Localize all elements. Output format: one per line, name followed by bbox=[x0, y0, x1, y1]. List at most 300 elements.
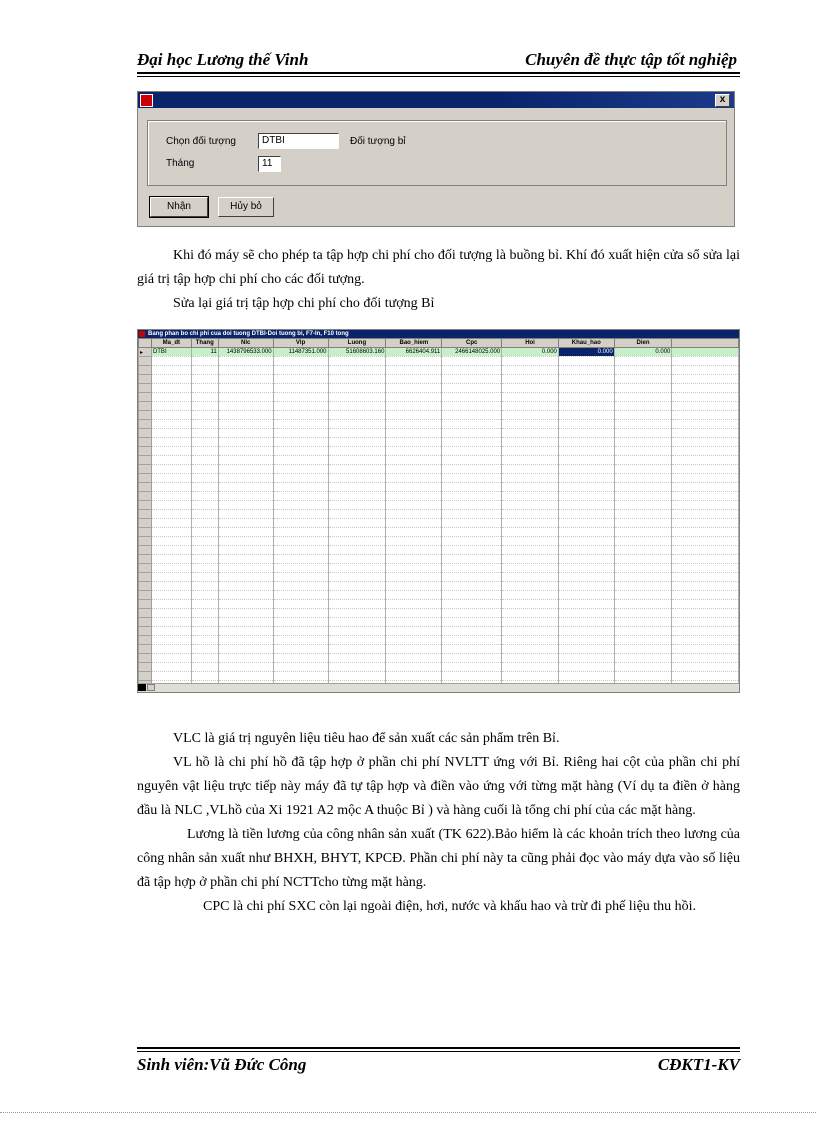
grid-cell[interactable] bbox=[273, 537, 328, 546]
grid-cell[interactable] bbox=[386, 429, 442, 438]
horizontal-scrollbar[interactable] bbox=[138, 683, 739, 692]
grid-cell[interactable] bbox=[386, 609, 442, 618]
grid-cell[interactable] bbox=[151, 357, 191, 366]
grid-cell[interactable] bbox=[386, 528, 442, 537]
grid-cell[interactable] bbox=[328, 654, 386, 663]
grid-cell[interactable] bbox=[502, 645, 559, 654]
grid-cell[interactable] bbox=[614, 402, 672, 411]
grid-cell[interactable] bbox=[558, 528, 614, 537]
grid-cell[interactable] bbox=[218, 501, 273, 510]
cell-bao-hiem[interactable]: 6626404.911 bbox=[386, 348, 442, 357]
grid-cell[interactable] bbox=[151, 402, 191, 411]
grid-cell[interactable] bbox=[558, 501, 614, 510]
grid-cell[interactable] bbox=[442, 501, 502, 510]
grid-cell[interactable] bbox=[502, 609, 559, 618]
grid-cell[interactable] bbox=[442, 573, 502, 582]
grid-cell[interactable] bbox=[218, 609, 273, 618]
grid-cell[interactable] bbox=[191, 366, 218, 375]
grid-cell[interactable] bbox=[151, 375, 191, 384]
grid-cell[interactable] bbox=[328, 528, 386, 537]
grid-cell[interactable] bbox=[672, 366, 739, 375]
grid-cell[interactable] bbox=[273, 366, 328, 375]
grid-cell[interactable] bbox=[614, 654, 672, 663]
grid-cell[interactable] bbox=[191, 375, 218, 384]
grid-cell[interactable] bbox=[672, 519, 739, 528]
grid-cell[interactable] bbox=[558, 366, 614, 375]
grid-cell[interactable] bbox=[502, 375, 559, 384]
grid-cell[interactable] bbox=[558, 420, 614, 429]
grid-cell[interactable] bbox=[273, 411, 328, 420]
grid-cell[interactable] bbox=[672, 654, 739, 663]
grid-cell[interactable] bbox=[151, 573, 191, 582]
grid-cell[interactable] bbox=[614, 384, 672, 393]
grid-cell[interactable] bbox=[191, 537, 218, 546]
grid-cell[interactable] bbox=[502, 573, 559, 582]
grid-cell[interactable] bbox=[328, 510, 386, 519]
grid-cell[interactable] bbox=[191, 564, 218, 573]
table-row[interactable] bbox=[139, 546, 739, 555]
table-row[interactable] bbox=[139, 537, 739, 546]
grid-cell[interactable] bbox=[558, 375, 614, 384]
grid-cell[interactable] bbox=[273, 474, 328, 483]
grid-cell[interactable] bbox=[442, 555, 502, 564]
table-row[interactable] bbox=[139, 375, 739, 384]
grid-cell[interactable] bbox=[558, 582, 614, 591]
grid-cell[interactable] bbox=[672, 555, 739, 564]
grid-cell[interactable] bbox=[672, 627, 739, 636]
grid-cell[interactable] bbox=[328, 357, 386, 366]
grid-cell[interactable] bbox=[386, 600, 442, 609]
grid-cell[interactable] bbox=[273, 564, 328, 573]
grid-cell[interactable] bbox=[672, 375, 739, 384]
grid-cell[interactable] bbox=[191, 447, 218, 456]
grid-cell[interactable] bbox=[502, 672, 559, 681]
grid-cell[interactable] bbox=[151, 663, 191, 672]
grid-cell[interactable] bbox=[502, 492, 559, 501]
grid-cell[interactable] bbox=[672, 672, 739, 681]
grid-cell[interactable] bbox=[558, 492, 614, 501]
grid-cell[interactable] bbox=[218, 465, 273, 474]
grid-cell[interactable] bbox=[502, 438, 559, 447]
grid-cell[interactable] bbox=[672, 636, 739, 645]
cell-thang[interactable]: 11 bbox=[191, 348, 218, 357]
grid-cell[interactable] bbox=[386, 420, 442, 429]
table-row[interactable] bbox=[139, 411, 739, 420]
table-row[interactable] bbox=[139, 618, 739, 627]
grid-cell[interactable] bbox=[672, 465, 739, 474]
table-row[interactable] bbox=[139, 645, 739, 654]
grid-cell[interactable] bbox=[558, 465, 614, 474]
table-row[interactable] bbox=[139, 609, 739, 618]
grid-cell[interactable] bbox=[614, 375, 672, 384]
grid-cell[interactable] bbox=[386, 483, 442, 492]
table-row[interactable] bbox=[139, 501, 739, 510]
grid-cell[interactable] bbox=[442, 474, 502, 483]
table-row[interactable] bbox=[139, 573, 739, 582]
grid-cell[interactable] bbox=[386, 627, 442, 636]
grid-cell[interactable] bbox=[672, 528, 739, 537]
grid-cell[interactable] bbox=[558, 447, 614, 456]
grid-cell[interactable] bbox=[614, 465, 672, 474]
grid-cell[interactable] bbox=[218, 447, 273, 456]
grid-cell[interactable] bbox=[502, 402, 559, 411]
grid-cell[interactable] bbox=[386, 555, 442, 564]
grid-cell[interactable] bbox=[218, 492, 273, 501]
grid-cell[interactable] bbox=[328, 411, 386, 420]
grid-cell[interactable] bbox=[386, 402, 442, 411]
grid-cell[interactable] bbox=[558, 564, 614, 573]
grid-cell[interactable] bbox=[218, 618, 273, 627]
grid-cell[interactable] bbox=[218, 555, 273, 564]
grid-cell[interactable] bbox=[328, 438, 386, 447]
grid-cell[interactable] bbox=[218, 645, 273, 654]
grid-cell[interactable] bbox=[672, 546, 739, 555]
grid-cell[interactable] bbox=[442, 663, 502, 672]
grid-cell[interactable] bbox=[386, 492, 442, 501]
col-khau-hao[interactable]: Khau_hao bbox=[558, 339, 614, 348]
table-row[interactable] bbox=[139, 348, 739, 357]
grid-cell[interactable] bbox=[273, 654, 328, 663]
table-row[interactable] bbox=[139, 456, 739, 465]
grid-cell[interactable] bbox=[218, 519, 273, 528]
grid-cell[interactable] bbox=[442, 357, 502, 366]
grid-cell[interactable] bbox=[386, 519, 442, 528]
grid-cell[interactable] bbox=[386, 537, 442, 546]
grid-cell[interactable] bbox=[191, 654, 218, 663]
col-ma-dt[interactable]: Ma_dt bbox=[151, 339, 191, 348]
table-row[interactable] bbox=[139, 483, 739, 492]
grid-cell[interactable] bbox=[442, 402, 502, 411]
grid-cell[interactable] bbox=[442, 582, 502, 591]
grid-cell[interactable] bbox=[191, 483, 218, 492]
grid-cell[interactable] bbox=[218, 456, 273, 465]
grid-cell[interactable] bbox=[273, 393, 328, 402]
grid-cell[interactable] bbox=[328, 564, 386, 573]
grid-cell[interactable] bbox=[328, 591, 386, 600]
grid-cell[interactable] bbox=[191, 627, 218, 636]
grid-cell[interactable] bbox=[386, 474, 442, 483]
grid-cell[interactable] bbox=[151, 555, 191, 564]
grid-cell[interactable] bbox=[558, 600, 614, 609]
table-row[interactable] bbox=[139, 591, 739, 600]
cell-luong[interactable]: 51608603.160 bbox=[328, 348, 386, 357]
cell-ma-dt[interactable]: DTBI bbox=[151, 348, 191, 357]
grid-cell[interactable] bbox=[191, 492, 218, 501]
grid-cell[interactable] bbox=[273, 555, 328, 564]
grid-cell[interactable] bbox=[558, 357, 614, 366]
grid-cell[interactable] bbox=[328, 672, 386, 681]
grid-cell[interactable] bbox=[191, 411, 218, 420]
grid-cell[interactable] bbox=[386, 636, 442, 645]
grid-cell[interactable] bbox=[386, 582, 442, 591]
table-row[interactable] bbox=[139, 402, 739, 411]
grid-cell[interactable] bbox=[386, 510, 442, 519]
grid-cell[interactable] bbox=[191, 600, 218, 609]
grid-cell[interactable] bbox=[328, 663, 386, 672]
grid-cell[interactable] bbox=[273, 636, 328, 645]
grid-cell[interactable] bbox=[386, 357, 442, 366]
grid-cell[interactable] bbox=[328, 402, 386, 411]
table-row[interactable] bbox=[139, 492, 739, 501]
grid-cell[interactable] bbox=[614, 573, 672, 582]
table-row[interactable] bbox=[139, 519, 739, 528]
grid-cell[interactable] bbox=[151, 447, 191, 456]
grid-cell[interactable] bbox=[442, 456, 502, 465]
grid-cell[interactable] bbox=[614, 393, 672, 402]
grid-cell[interactable] bbox=[442, 591, 502, 600]
grid-cell[interactable] bbox=[191, 456, 218, 465]
grid-cell[interactable] bbox=[218, 375, 273, 384]
grid-cell[interactable] bbox=[442, 654, 502, 663]
grid-cell[interactable] bbox=[273, 402, 328, 411]
grid-cell[interactable] bbox=[151, 600, 191, 609]
grid-cell[interactable] bbox=[672, 618, 739, 627]
grid-cell[interactable] bbox=[151, 393, 191, 402]
table-row[interactable] bbox=[139, 384, 739, 393]
grid-cell[interactable] bbox=[502, 456, 559, 465]
grid-cell[interactable] bbox=[218, 600, 273, 609]
grid-cell[interactable] bbox=[558, 654, 614, 663]
grid-cell[interactable] bbox=[218, 564, 273, 573]
grid-cell[interactable] bbox=[614, 456, 672, 465]
grid-cell[interactable] bbox=[502, 420, 559, 429]
close-button[interactable]: x bbox=[715, 94, 730, 107]
grid-cell[interactable] bbox=[218, 672, 273, 681]
grid-cell[interactable] bbox=[672, 411, 739, 420]
grid-cell[interactable] bbox=[218, 393, 273, 402]
grid-cell[interactable] bbox=[386, 654, 442, 663]
grid-cell[interactable] bbox=[502, 618, 559, 627]
grid-cell[interactable] bbox=[218, 591, 273, 600]
grid-cell[interactable] bbox=[273, 465, 328, 474]
grid-cell[interactable] bbox=[151, 438, 191, 447]
grid-cell[interactable] bbox=[151, 420, 191, 429]
grid-cell[interactable] bbox=[273, 528, 328, 537]
table-row[interactable] bbox=[139, 366, 739, 375]
grid-cell[interactable] bbox=[218, 411, 273, 420]
grid-cell[interactable] bbox=[328, 465, 386, 474]
grid-cell[interactable] bbox=[386, 645, 442, 654]
object-input[interactable]: DTBI bbox=[258, 133, 339, 149]
grid-cell[interactable] bbox=[273, 510, 328, 519]
grid-cell[interactable] bbox=[614, 411, 672, 420]
grid-cell[interactable] bbox=[218, 357, 273, 366]
grid-cell[interactable] bbox=[273, 492, 328, 501]
grid-cell[interactable] bbox=[558, 438, 614, 447]
grid-cell[interactable] bbox=[151, 564, 191, 573]
col-hoi[interactable]: Hoi bbox=[502, 339, 559, 348]
grid-cell[interactable] bbox=[218, 510, 273, 519]
grid-cell[interactable] bbox=[151, 546, 191, 555]
grid-cell[interactable] bbox=[191, 519, 218, 528]
grid-cell[interactable] bbox=[614, 519, 672, 528]
grid-cell[interactable] bbox=[386, 573, 442, 582]
grid-cell[interactable] bbox=[614, 663, 672, 672]
grid-cell[interactable] bbox=[218, 384, 273, 393]
col-bao-hiem[interactable]: Bao_hiem bbox=[386, 339, 442, 348]
table-row[interactable] bbox=[139, 438, 739, 447]
grid-cell[interactable] bbox=[442, 528, 502, 537]
grid-cell[interactable] bbox=[614, 438, 672, 447]
grid-cell[interactable] bbox=[273, 591, 328, 600]
grid-cell[interactable] bbox=[273, 429, 328, 438]
grid-cell[interactable] bbox=[502, 429, 559, 438]
grid-cell[interactable] bbox=[672, 357, 739, 366]
cell-vlp[interactable]: 11487351.000 bbox=[273, 348, 328, 357]
grid-cell[interactable] bbox=[672, 591, 739, 600]
grid-cell[interactable] bbox=[442, 375, 502, 384]
table-row[interactable] bbox=[139, 447, 739, 456]
grid-cell[interactable] bbox=[328, 519, 386, 528]
grid-cell[interactable] bbox=[328, 600, 386, 609]
grid-cell[interactable] bbox=[273, 600, 328, 609]
grid-cell[interactable] bbox=[328, 627, 386, 636]
grid-cell[interactable] bbox=[191, 420, 218, 429]
grid-cell[interactable] bbox=[218, 474, 273, 483]
table-row[interactable] bbox=[139, 474, 739, 483]
grid-cell[interactable] bbox=[442, 492, 502, 501]
grid-cell[interactable] bbox=[191, 546, 218, 555]
grid-cell[interactable] bbox=[442, 510, 502, 519]
grid-cell[interactable] bbox=[218, 636, 273, 645]
grid-cell[interactable] bbox=[386, 591, 442, 600]
grid-cell[interactable] bbox=[151, 519, 191, 528]
grid-cell[interactable] bbox=[273, 438, 328, 447]
grid-cell[interactable] bbox=[558, 411, 614, 420]
grid-cell[interactable] bbox=[558, 474, 614, 483]
scroll-left-icon[interactable] bbox=[138, 684, 146, 691]
grid-cell[interactable] bbox=[191, 663, 218, 672]
grid-cell[interactable] bbox=[558, 555, 614, 564]
grid-cell[interactable] bbox=[502, 537, 559, 546]
grid-cell[interactable] bbox=[151, 429, 191, 438]
grid-cell[interactable] bbox=[502, 465, 559, 474]
grid-cell[interactable] bbox=[672, 420, 739, 429]
table-row[interactable] bbox=[139, 582, 739, 591]
grid-cell[interactable] bbox=[614, 357, 672, 366]
grid-cell[interactable] bbox=[218, 420, 273, 429]
grid-cell[interactable] bbox=[442, 429, 502, 438]
grid-cell[interactable] bbox=[328, 582, 386, 591]
grid-cell[interactable] bbox=[328, 492, 386, 501]
grid-cell[interactable] bbox=[614, 483, 672, 492]
grid-cell[interactable] bbox=[614, 672, 672, 681]
grid-cell[interactable] bbox=[614, 582, 672, 591]
col-nlc[interactable]: Nlc bbox=[218, 339, 273, 348]
grid-cell[interactable] bbox=[558, 636, 614, 645]
month-input[interactable]: 11 bbox=[258, 156, 281, 172]
table-row[interactable] bbox=[139, 654, 739, 663]
grid-cell[interactable] bbox=[672, 501, 739, 510]
ok-button[interactable]: Nhận bbox=[150, 197, 208, 217]
grid-cell[interactable] bbox=[558, 573, 614, 582]
grid-cell[interactable] bbox=[151, 366, 191, 375]
cell-nlc[interactable]: 1438796533.000 bbox=[218, 348, 273, 357]
grid-cell[interactable] bbox=[151, 654, 191, 663]
grid-cell[interactable] bbox=[218, 483, 273, 492]
grid-cell[interactable] bbox=[502, 411, 559, 420]
grid-cell[interactable] bbox=[273, 618, 328, 627]
grid-cell[interactable] bbox=[442, 366, 502, 375]
grid-cell[interactable] bbox=[614, 474, 672, 483]
table-row[interactable] bbox=[139, 672, 739, 681]
grid-cell[interactable] bbox=[672, 600, 739, 609]
grid-cell[interactable] bbox=[614, 609, 672, 618]
grid-cell[interactable] bbox=[502, 555, 559, 564]
grid-cell[interactable] bbox=[672, 429, 739, 438]
grid-cell[interactable] bbox=[614, 510, 672, 519]
grid-cell[interactable] bbox=[218, 627, 273, 636]
grid-cell[interactable] bbox=[218, 582, 273, 591]
grid-cell[interactable] bbox=[151, 591, 191, 600]
grid-cell[interactable] bbox=[151, 411, 191, 420]
grid-cell[interactable] bbox=[442, 447, 502, 456]
grid-cell[interactable] bbox=[614, 429, 672, 438]
grid-cell[interactable] bbox=[328, 420, 386, 429]
cell-khau-hao[interactable]: 0.000 bbox=[558, 348, 614, 357]
grid-cell[interactable] bbox=[558, 537, 614, 546]
grid-cell[interactable] bbox=[191, 672, 218, 681]
grid-cell[interactable] bbox=[442, 393, 502, 402]
grid-cell[interactable] bbox=[273, 663, 328, 672]
grid-cell[interactable] bbox=[386, 438, 442, 447]
grid-cell[interactable] bbox=[614, 591, 672, 600]
grid-cell[interactable] bbox=[328, 501, 386, 510]
grid-cell[interactable] bbox=[614, 555, 672, 564]
grid-cell[interactable] bbox=[442, 672, 502, 681]
grid-cell[interactable] bbox=[151, 672, 191, 681]
grid-cell[interactable] bbox=[442, 600, 502, 609]
grid-cell[interactable] bbox=[151, 636, 191, 645]
grid-cell[interactable] bbox=[672, 483, 739, 492]
grid-cell[interactable] bbox=[502, 546, 559, 555]
grid-cell[interactable] bbox=[191, 402, 218, 411]
grid-cell[interactable] bbox=[442, 564, 502, 573]
grid-cell[interactable] bbox=[273, 672, 328, 681]
table-row[interactable] bbox=[139, 663, 739, 672]
grid-cell[interactable] bbox=[614, 447, 672, 456]
grid-cell[interactable] bbox=[328, 609, 386, 618]
scroll-thumb[interactable] bbox=[147, 684, 155, 691]
grid-cell[interactable] bbox=[151, 582, 191, 591]
grid-cell[interactable] bbox=[442, 609, 502, 618]
grid-cell[interactable] bbox=[672, 438, 739, 447]
grid-cell[interactable] bbox=[614, 492, 672, 501]
grid-cell[interactable] bbox=[191, 636, 218, 645]
grid-cell[interactable] bbox=[672, 645, 739, 654]
grid-cell[interactable] bbox=[502, 357, 559, 366]
grid-cell[interactable] bbox=[151, 510, 191, 519]
grid-cell[interactable] bbox=[191, 384, 218, 393]
cell-dien[interactable]: 0.000 bbox=[614, 348, 672, 357]
table-row[interactable] bbox=[139, 636, 739, 645]
table-row[interactable] bbox=[139, 420, 739, 429]
grid-cell[interactable] bbox=[386, 501, 442, 510]
grid-cell[interactable] bbox=[442, 420, 502, 429]
grid-cell[interactable] bbox=[218, 438, 273, 447]
grid-cell[interactable] bbox=[442, 519, 502, 528]
grid-cell[interactable] bbox=[273, 483, 328, 492]
grid-cell[interactable] bbox=[558, 456, 614, 465]
grid-cell[interactable] bbox=[151, 384, 191, 393]
grid-cell[interactable] bbox=[558, 672, 614, 681]
grid-cell[interactable] bbox=[614, 537, 672, 546]
grid-cell[interactable] bbox=[273, 582, 328, 591]
grid-cell[interactable] bbox=[614, 627, 672, 636]
grid-cell[interactable] bbox=[442, 411, 502, 420]
grid-cell[interactable] bbox=[502, 384, 559, 393]
grid-cell[interactable] bbox=[442, 465, 502, 474]
